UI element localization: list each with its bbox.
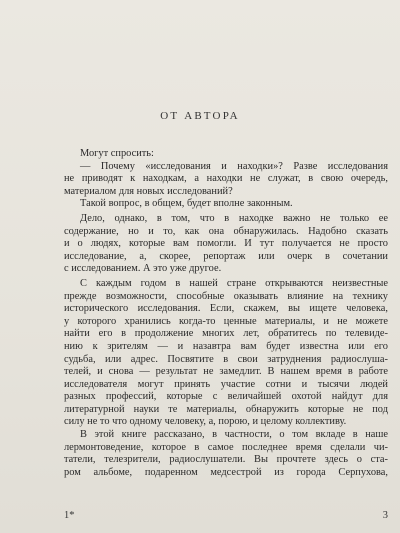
text-line: Такой вопрос, в общем, будет вполне законным.	[80, 198, 293, 210]
text-line: содержание, но и то, как она обнаружилась. Надобно сказать	[64, 225, 388, 237]
text-line: ром альбоме, подаренном медсестрой из города Серпухова,	[64, 466, 388, 478]
text-line: с исследованием. А это уже другое.	[64, 263, 222, 275]
body-text	[64, 148, 388, 479]
text-line: татели, телезрители, радиослушатели. Вы прочтете здесь о ста-	[64, 454, 388, 466]
text-line: материалом для новых исследований?	[64, 185, 233, 197]
text-line: разных профессий, которые с величайшей охотой найдут для	[64, 391, 388, 403]
text-line: Могут спросить:	[80, 148, 154, 159]
text-line: С каждым годом в нашей стране открываются неизвестные	[80, 277, 388, 289]
text-line: — Почему «исследования и находки»? Разве исследования	[80, 160, 388, 172]
text-line: силу не то что одному человеку, а, порою, и целому коллективу.	[64, 416, 347, 428]
text-line: В этой книге рассказано, в частности, о том вкладе в наше	[80, 429, 388, 441]
text-line: литературной науки те материалы, обнаружить которые не под	[64, 403, 388, 415]
text-line: исторического исследования. Если, скажем, вы ищете человека,	[64, 303, 388, 315]
text-line: лермонтоведение, которое в самое последнее время сделали чи-	[64, 441, 388, 453]
text-line: у которого хранились когда-то ценные материалы, и не можете	[64, 315, 388, 327]
text-line: прежде возможности, способные оказывать влияние на технику	[64, 290, 388, 302]
text-line: исследование, а, скорее, репортаж или очерк в сочетании	[64, 250, 388, 262]
text-line: Дело, однако, в том, что в находке важно не только ее	[80, 212, 388, 224]
text-line: судьба, или адрес. Посвятите в свои затруднения радиослуша-	[64, 353, 388, 365]
signature-mark: 1*	[64, 510, 75, 521]
section-heading: ОТ АВТОРА	[160, 110, 240, 122]
text-line: найти его в продолжение многих лет, обратитесь по телевиде-	[64, 328, 388, 340]
text-line: исследователя могут принять участие сотни и тысячи людей	[64, 378, 388, 390]
text-line: телей, и снова — результат не замедлит. В нашем время в работе	[64, 366, 388, 378]
text-line: и о людях, которые вам помогли. И тут получается не просто	[64, 238, 388, 250]
text-line: не приводят к находкам, а находки не служат, в свою очередь,	[64, 173, 388, 185]
text-line: нию к зрителям — и назавтра вам будет известна или его	[64, 340, 388, 352]
page-number: 3	[382, 510, 388, 521]
